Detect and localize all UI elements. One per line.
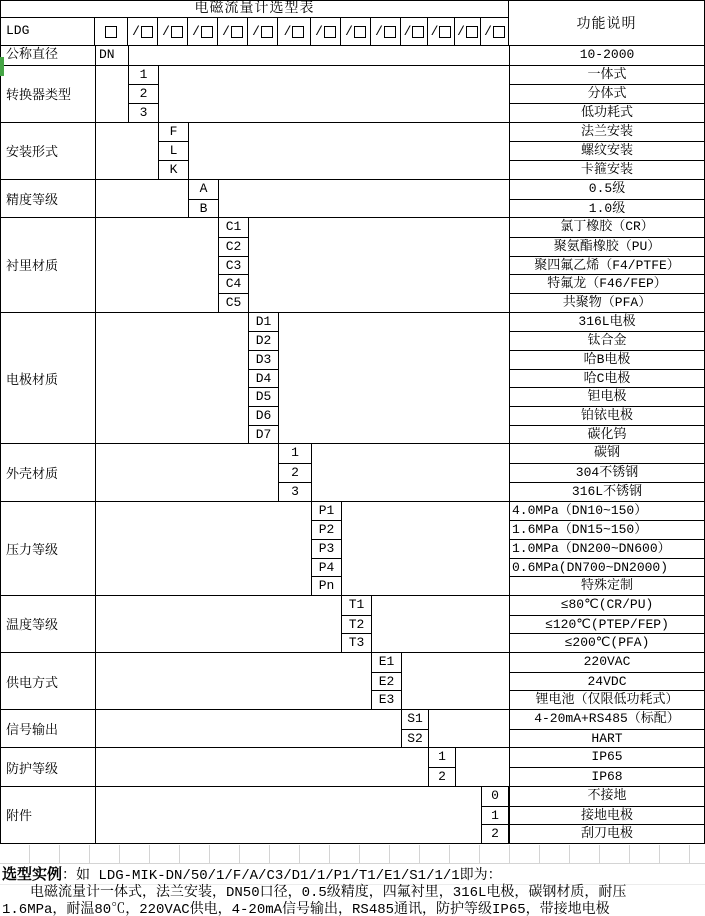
- option-code-cell: 3: [279, 482, 311, 501]
- option-description-cell: 24VDC: [510, 672, 704, 691]
- section-label: 安装形式: [1, 123, 96, 179]
- option-code-column: [402, 710, 429, 747]
- section-signal-output: [1, 709, 704, 747]
- green-selection-marker: [0, 57, 4, 76]
- option-code-column: [129, 66, 159, 122]
- function-description-column: [509, 787, 704, 843]
- section-label: 衬里材质: [1, 218, 96, 311]
- option-description-cell: 锂电池（仅限低功耗式）: [510, 690, 704, 709]
- section-label: 压力等级: [1, 502, 96, 595]
- option-code-cell: C2: [219, 237, 248, 256]
- section-electrode-material: [1, 312, 704, 444]
- section-label: 供电方式: [1, 653, 96, 709]
- function-column-header: 功能说明: [576, 17, 637, 33]
- option-code-column: [279, 444, 312, 500]
- model-slot-cell: [481, 18, 508, 45]
- empty-cell: [96, 123, 159, 179]
- option-code-cell: C3: [219, 256, 248, 275]
- option-code-cell: P4: [312, 558, 341, 577]
- empty-cell: [159, 66, 509, 122]
- option-description-cell: 聚四氟乙烯（F4/PTFE）: [510, 256, 704, 275]
- model-code-row: [1, 18, 508, 45]
- slash-separator: /: [484, 24, 492, 39]
- option-code-cell: 2: [279, 463, 311, 482]
- option-code-cell: T2: [342, 615, 371, 634]
- option-description-cell: 共聚物（PFA）: [510, 293, 704, 312]
- option-description-cell: ≤80℃(CR/PU): [560, 596, 654, 612]
- option-code-column: [159, 123, 189, 179]
- option-description-cell: 316L不锈钢: [510, 482, 704, 501]
- option-description-cell: 不接地: [587, 787, 627, 803]
- code-slot-box-icon: [412, 26, 424, 38]
- option-code-cell: 1: [291, 445, 299, 461]
- empty-cell: [96, 218, 219, 311]
- option-code-cell: Pn: [312, 576, 341, 595]
- option-code-cell: S1: [407, 711, 423, 727]
- option-description-cell: 220VAC: [583, 654, 631, 669]
- option-code-cell: E1: [378, 654, 395, 669]
- option-description-cell: 哈B电极: [510, 350, 704, 369]
- code-slot-box-icon: [466, 26, 478, 38]
- option-description-cell: 0.5级: [588, 180, 626, 196]
- example-model-string: ：如 LDG-MIK-DN/50/1/F/A/C3/D1/1/P1/T1/E1/S1/1/1即为：: [62, 868, 502, 884]
- dn-empty-cell: [129, 46, 509, 65]
- model-slot-cell: [158, 18, 188, 45]
- option-code-cell: 1: [438, 749, 446, 765]
- section-install-form: [1, 122, 704, 179]
- option-description-cell: HART: [510, 729, 704, 748]
- code-slot-box-icon: [201, 26, 213, 38]
- function-description-column: [509, 444, 704, 500]
- section-accessories: [1, 786, 704, 843]
- model-slot-cells: [95, 18, 508, 45]
- function-description-column: [509, 123, 704, 179]
- option-description-cell: 4-20mA+RS485（标配）: [534, 711, 680, 727]
- option-description-cell: 4.0MPa（DN10~150）: [512, 502, 648, 518]
- option-description-cell: 碳化钨: [510, 425, 704, 444]
- example-line-2: 电磁流量计一体式，法兰安装，DN50口径，0.5级精度，四氟衬里，316L电极，碳钢材质，耐压: [30, 885, 627, 901]
- option-code-cell: C5: [219, 293, 248, 312]
- code-slot-box-icon: [171, 26, 183, 38]
- option-description-cell: 哈C电极: [510, 369, 704, 388]
- empty-cell: [402, 653, 509, 709]
- slash-separator: /: [315, 24, 323, 39]
- model-slot-cell: [128, 18, 158, 45]
- empty-cell: [219, 180, 509, 217]
- option-code-cell: 1: [482, 806, 508, 825]
- model-slot-cell: [248, 18, 278, 45]
- dn-range-cell: 10-2000: [509, 46, 704, 65]
- empty-cell: [96, 748, 429, 785]
- option-code-cell: P1: [318, 502, 335, 518]
- slash-separator: /: [375, 24, 383, 39]
- option-description-cell: 304不锈钢: [510, 463, 704, 482]
- slash-separator: /: [162, 24, 170, 39]
- option-code-cell: K: [159, 160, 188, 179]
- option-description-cell: ≤200℃(PFA): [510, 633, 704, 652]
- option-description-cell: IP68: [510, 767, 704, 786]
- model-slot-cell: [341, 18, 371, 45]
- model-slot-cell: [218, 18, 248, 45]
- option-description-cell: 钛合金: [510, 331, 704, 350]
- example-label: 选型实例: [2, 867, 63, 884]
- section-label: 防护等级: [1, 748, 96, 785]
- option-code-column: [189, 180, 219, 217]
- section-lining-material: [1, 217, 704, 311]
- section-label: 温度等级: [1, 596, 96, 652]
- code-slot-box-icon: [439, 26, 451, 38]
- option-code-cell: L: [159, 141, 188, 160]
- section-temperature-class: [1, 595, 704, 652]
- model-base-slot-cell: [95, 18, 128, 45]
- option-code-cell: D7: [249, 425, 278, 444]
- option-description-cell: 碳钢: [593, 445, 620, 461]
- model-slot-cell: [188, 18, 218, 45]
- option-description-cell: 1.0级: [510, 199, 704, 218]
- empty-cell: [96, 444, 279, 500]
- empty-cell: [96, 653, 372, 709]
- option-code-cell: 2: [429, 767, 455, 786]
- empty-cell: [279, 313, 509, 444]
- code-slot-box-icon: [354, 26, 366, 38]
- section-nominal-diameter: [1, 46, 704, 65]
- section-label: 信号输出: [1, 710, 96, 747]
- option-description-cell: 特氟龙（F46/FEP）: [510, 274, 704, 293]
- option-description-cell: 钽电极: [510, 387, 704, 406]
- option-code-column: [372, 653, 402, 709]
- spreadsheet-grid-row: [0, 845, 705, 864]
- dn-code-cell: DN: [96, 46, 129, 65]
- function-description-column: [509, 180, 704, 217]
- option-code-cell: E3: [372, 690, 401, 709]
- section-housing-material: [1, 443, 704, 500]
- empty-cell: [96, 502, 312, 595]
- function-description-column: [509, 748, 704, 785]
- option-description-cell: 铂铱电极: [510, 406, 704, 425]
- option-code-cell: 0: [491, 787, 499, 803]
- code-slot-box-icon: [141, 26, 153, 38]
- section-protection-class: [1, 747, 704, 785]
- slash-separator: /: [283, 24, 292, 39]
- model-slot-cell: [371, 18, 401, 45]
- option-description-cell: 接地电极: [510, 806, 704, 825]
- empty-cell: [342, 502, 509, 595]
- option-code-cell: C4: [219, 274, 248, 293]
- option-code-cell: D4: [249, 369, 278, 388]
- code-slot-box-icon: [384, 26, 396, 38]
- option-code-column: [249, 313, 279, 444]
- option-code-cell: A: [199, 180, 208, 196]
- empty-cell: [96, 596, 342, 652]
- section-label: 附件: [1, 787, 96, 843]
- empty-cell: [249, 218, 509, 311]
- empty-cell: [96, 787, 482, 843]
- option-description-cell: 低功耗式: [510, 103, 704, 122]
- function-description-column: [509, 596, 704, 652]
- option-code-column: [312, 502, 342, 595]
- option-code-cell: T1: [348, 596, 365, 612]
- section-converter-type: [1, 65, 704, 122]
- code-slot-box-icon: [231, 26, 243, 38]
- dn-row-label: 公称直径: [1, 46, 96, 65]
- option-code-cell: D2: [249, 331, 278, 350]
- function-description-column: [509, 66, 704, 122]
- option-code-cell: D5: [249, 387, 278, 406]
- option-description-cell: 特殊定制: [510, 576, 704, 595]
- example-line-3: 1.6MPa，耐温80℃，220VAC供电，4-20mA信号输出，RS485通讯，防护等级IP65，带接地电极: [0, 902, 705, 916]
- slash-separator: /: [132, 24, 140, 39]
- function-description-column: [509, 313, 704, 444]
- empty-cell: [372, 596, 509, 652]
- empty-cell: [96, 66, 129, 122]
- section-power-supply: [1, 652, 704, 709]
- empty-cell: [96, 710, 402, 747]
- option-code-cell: E2: [372, 672, 401, 691]
- model-slot-cell: [401, 18, 428, 45]
- option-code-cell: B: [189, 199, 218, 218]
- model-slot-cell: [278, 18, 311, 45]
- option-description-cell: 1.0MPa（DN200~DN600）: [510, 539, 704, 558]
- model-slot-cell: [428, 18, 455, 45]
- option-code-column: [342, 596, 372, 652]
- option-code-cell: 1: [139, 66, 148, 82]
- option-description-cell: 刮刀电极: [510, 824, 704, 843]
- option-code-cell: C1: [225, 219, 242, 235]
- option-code-column: [429, 748, 456, 785]
- slash-separator: /: [430, 24, 439, 39]
- option-description-cell: 法兰安装: [580, 123, 633, 139]
- section-label: 电极材质: [1, 313, 96, 444]
- option-code-cell: 2: [482, 824, 508, 843]
- slash-separator: /: [192, 24, 200, 39]
- empty-cell: [96, 180, 189, 217]
- empty-cell: [96, 313, 249, 444]
- option-description-cell: 一体式: [587, 66, 627, 82]
- option-description-cell: ≤120℃(PTEP/FEP): [510, 615, 704, 634]
- example-heading: [0, 866, 705, 885]
- option-code-column: [219, 218, 249, 311]
- option-description-cell: 卡箍安装: [510, 160, 704, 179]
- model-slot-cell: [455, 18, 481, 45]
- empty-cell: [429, 710, 509, 747]
- option-code-cell: P3: [312, 539, 341, 558]
- slash-separator: /: [403, 24, 412, 39]
- section-accuracy-class: [1, 179, 704, 217]
- code-slot-box-icon: [292, 26, 304, 38]
- empty-cell: [312, 444, 509, 500]
- option-description-cell: IP65: [591, 749, 623, 765]
- function-description-column: [509, 710, 704, 747]
- model-prefix-cell: LDG: [1, 18, 95, 45]
- option-code-cell: 3: [129, 103, 158, 122]
- option-code-cell: T3: [342, 633, 371, 652]
- option-description-cell: 0.6MPa(DN700~DN2000): [510, 558, 704, 577]
- code-slot-box-icon: [261, 26, 273, 38]
- option-code-cell: 2: [129, 84, 158, 103]
- function-description-column: [509, 653, 704, 709]
- slash-separator: /: [345, 24, 353, 39]
- slash-separator: /: [457, 24, 465, 39]
- option-description-cell: 螺纹安装: [510, 141, 704, 160]
- function-description-column: [509, 502, 704, 595]
- empty-cell: [189, 123, 509, 179]
- slash-separator: /: [252, 24, 260, 39]
- table-title: 电磁流量计选型表: [1, 1, 508, 18]
- option-description-cell: 316L电极: [578, 313, 636, 329]
- option-code-cell: D6: [249, 406, 278, 425]
- option-code-cell: D1: [255, 313, 272, 329]
- slash-separator: /: [222, 24, 230, 39]
- code-slot-box-icon: [324, 26, 336, 38]
- option-description-cell: 聚氨酯橡胶（PU）: [510, 237, 704, 256]
- section-label: 精度等级: [1, 180, 96, 217]
- option-code-cell: D3: [249, 350, 278, 369]
- section-label: 外壳材质: [1, 444, 96, 500]
- code-slot-box-icon: [493, 26, 505, 38]
- empty-cell: [456, 748, 509, 785]
- option-description-cell: 1.6MPa（DN15~150）: [510, 520, 704, 539]
- section-pressure-class: [1, 501, 704, 595]
- section-label: 转换器类型: [1, 66, 96, 122]
- model-slot-cell: [311, 18, 341, 45]
- option-code-cell: P2: [312, 520, 341, 539]
- option-code-cell: S2: [402, 729, 428, 748]
- option-description-cell: 分体式: [510, 84, 704, 103]
- option-description-cell: 氯丁橡胶（CR）: [560, 219, 654, 235]
- table-header: [1, 1, 704, 46]
- code-slot-box-icon: [105, 26, 117, 38]
- option-code-column: [482, 787, 509, 843]
- option-code-cell: F: [169, 123, 178, 139]
- function-description-column: [509, 218, 704, 311]
- selection-example: [0, 866, 705, 916]
